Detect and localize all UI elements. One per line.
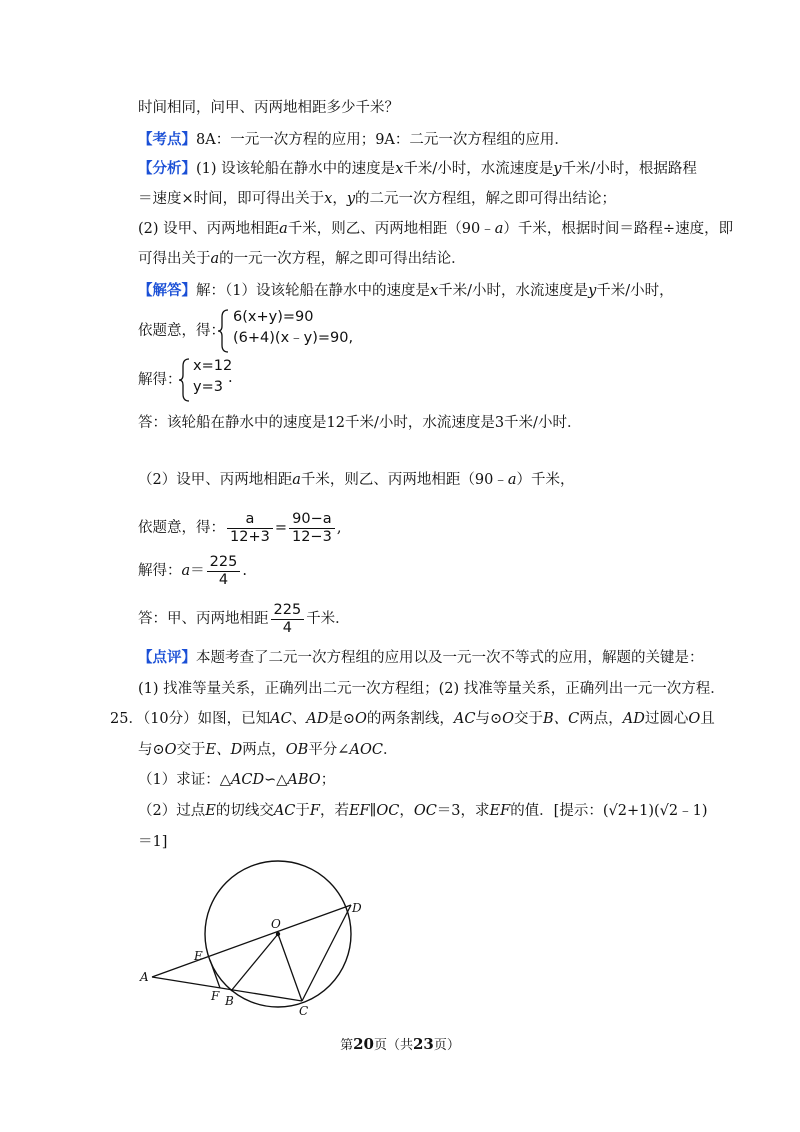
yitiyi-2: 依题意，得： $\frac{a}{12+3}$ = $\frac{90-a}{12-3}$ ,	[138, 510, 342, 545]
kaodian-line: 【考点】8A：一元一次方程的应用；9A：二元一次方程组的应用．	[138, 131, 569, 148]
equation: 6(x+y)=90	[233, 309, 314, 325]
da-1: 答：该轮船在静水中的速度是12千米/小时，水流速度是3千米/小时．	[138, 415, 582, 431]
fraction-3: $\frac{225}{4}$	[207, 554, 241, 589]
equation-system-2	[193, 356, 232, 398]
part2-line: （2）设甲、丙两地相距a千米，则乙、丙两地相距（90﹣a）千米，	[138, 472, 575, 488]
dianping-tag: 【点评】	[138, 649, 196, 666]
fraction-4: $\frac{225}{4}$	[271, 602, 305, 637]
da-2: 答：甲、丙两地相距 $\frac{225}{4}$ 千米．	[138, 601, 350, 636]
period: .	[228, 370, 233, 386]
label-e: E	[194, 949, 203, 963]
fenxi-line-4: 可得出关于a的一元一次方程，解之即可得出结论．	[138, 251, 466, 267]
dianping-line-1: 【点评】本题考查了二元一次方程组的应用以及一元一次不等式的应用，解题的关键是：	[138, 649, 704, 666]
jiede-label: 解得：	[138, 372, 182, 388]
page-number: 20	[353, 1035, 374, 1053]
equation: x=12	[193, 358, 233, 374]
fraction-1: $\frac{a}{12+3}$	[227, 511, 273, 546]
q25-line-3: （1）求证：△ACD∽△ABO；	[138, 772, 336, 788]
label-a: A	[140, 970, 149, 984]
center-point	[276, 932, 280, 936]
fenxi-line-2: ＝速度×时间，即可得出关于x，y的二元一次方程组，解之即可得出结论；	[138, 191, 617, 207]
jieda-line-1: 【解答】解：（1）设该轮船在静水中的速度是x千米/小时，水流速度是y千米/小时，	[138, 282, 674, 299]
text-line: 时间相同，问甲、丙两地相距多少千米？	[138, 100, 399, 116]
left-brace	[217, 308, 231, 354]
q25-line-4: （2）过点E的切线交AC于F，若EF∥OC，OC＝3，求EF的值．[提示：(√2+1)(√2﹣1)	[138, 803, 708, 819]
q25-line-2: 与⊙O交于E、D两点，OB平分∠AOC．	[138, 742, 398, 758]
yitiyi-label: 依题意，得：	[138, 323, 225, 339]
q25-line-1: 25．（10分）如图，已知AC、AD是⊙O的两条割线，AC与⊙O交于B、C两点，AD过圆心O且	[110, 711, 715, 727]
tangent-ef	[210, 960, 220, 988]
equation: y=3	[193, 379, 223, 395]
label-c: C	[299, 1004, 309, 1018]
page-footer: 第20页（共23页）	[340, 1035, 460, 1053]
label-b: B	[225, 994, 234, 1008]
q25-line-5: ＝1]	[138, 834, 168, 850]
label-d: D	[352, 901, 362, 915]
label-o: O	[271, 917, 281, 931]
label-f: F	[211, 989, 220, 1003]
fraction-2: $\frac{90-a}{12-3}$	[289, 511, 335, 546]
left-brace	[178, 357, 192, 403]
jiede-2: 解得：a＝ $\frac{225}{4}$ .	[138, 553, 247, 588]
fenxi-tag: 【分析】	[138, 160, 196, 177]
page-total: 23	[413, 1035, 434, 1053]
segment-ob	[231, 934, 278, 991]
equation: (6+4)(x﹣y)=90,	[233, 330, 354, 346]
geometry-figure	[130, 860, 380, 1020]
segment-oc	[278, 934, 302, 1001]
equation-system-1	[233, 307, 353, 349]
fenxi-line-3: (2) 设甲、丙两地相距a千米，则乙、丙两地相距（90﹣a）千米，根据时间＝路程÷速度，即	[138, 221, 734, 237]
kaodian-tag: 【考点】	[138, 131, 196, 148]
fenxi-line-1: 【分析】(1) 设该轮船在静水中的速度是x千米/小时，水流速度是y千米/小时，根据路程	[138, 160, 697, 177]
dianping-line-2: (1) 找准等量关系，正确列出二元一次方程组；(2) 找准等量关系，正确列出一元一次方程．	[138, 681, 725, 697]
jieda-tag: 【解答】	[138, 282, 196, 299]
